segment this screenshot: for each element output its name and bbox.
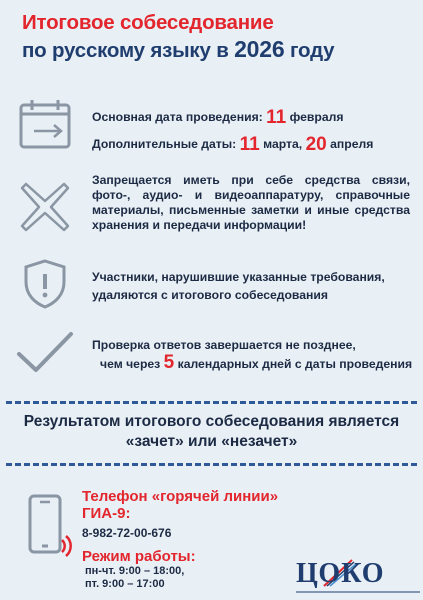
check-suffix: календарных дней с даты проведения <box>174 357 413 371</box>
divider-top <box>6 401 417 404</box>
calendar-icon <box>18 98 74 150</box>
hotline-heading-1: Телефон «горячей линии» <box>82 488 279 505</box>
main-date-line <box>92 98 373 128</box>
main-date-month: февраля <box>289 110 344 124</box>
divider-bottom <box>6 463 417 466</box>
title-year: 2026 <box>234 36 285 62</box>
title-line-1: Итоговое собеседование <box>22 11 274 34</box>
removal-line-2: удаляются с итогового собеседования <box>92 288 329 302</box>
hotline-block <box>82 488 312 591</box>
check-line-2 <box>92 352 413 373</box>
coko-logo <box>296 556 420 596</box>
extra-date-month-1: марта, <box>263 137 303 151</box>
title-prefix: по русскому языку в <box>22 39 235 62</box>
extra-date-day-1: 11 <box>239 134 260 155</box>
checkmark-icon <box>16 328 74 376</box>
removal-line-1: Участники, нарушившие указанные требования, <box>92 270 385 284</box>
title-suffix: году <box>284 39 335 62</box>
hotline-heading-2: ГИА-9: <box>82 505 131 522</box>
cross-icon <box>20 182 70 232</box>
logo-text: ЦОКО <box>296 558 385 589</box>
extra-date-month-2: апреля <box>330 137 374 151</box>
check-text <box>92 336 413 373</box>
check-days: 5 <box>163 352 175 373</box>
result-text <box>10 412 413 452</box>
removal-text <box>92 268 392 304</box>
prohibition-text: Запрещается иметь при себе средства связи, фото-, аудио- и видеоаппаратуру, справочные материалы, письменные заметки и иные средства хранения и передачи информации! <box>92 173 410 232</box>
hotline-phone[interactable]: 8-982-72-00-676 <box>82 526 172 540</box>
extra-dates-line <box>92 125 374 155</box>
extra-date-day-2: 20 <box>305 134 327 155</box>
main-date-day: 11 <box>266 107 287 128</box>
page-title <box>22 10 413 64</box>
result-line-2: «зачет» или «незачет» <box>125 433 298 450</box>
title-line-2 <box>22 36 413 64</box>
check-line-1: Проверка ответов завершается не позднее, <box>92 338 356 352</box>
extra-dates-label: Дополнительные даты: <box>92 137 237 151</box>
main-date-label: Основная дата проведения: <box>92 110 263 124</box>
work-hours-1: пн-чт. 9:00 – 18:00, <box>85 565 185 577</box>
check-prefix: чем через <box>100 357 164 371</box>
shield-warning-icon <box>22 258 68 310</box>
phone-icon <box>22 494 72 562</box>
dates-block <box>92 98 374 155</box>
work-mode-heading: Режим работы: <box>82 548 196 565</box>
work-hours-2: пт. 9:00 – 17:00 <box>85 578 165 590</box>
result-line-1: Результатом итогового собеседования является <box>23 413 400 430</box>
